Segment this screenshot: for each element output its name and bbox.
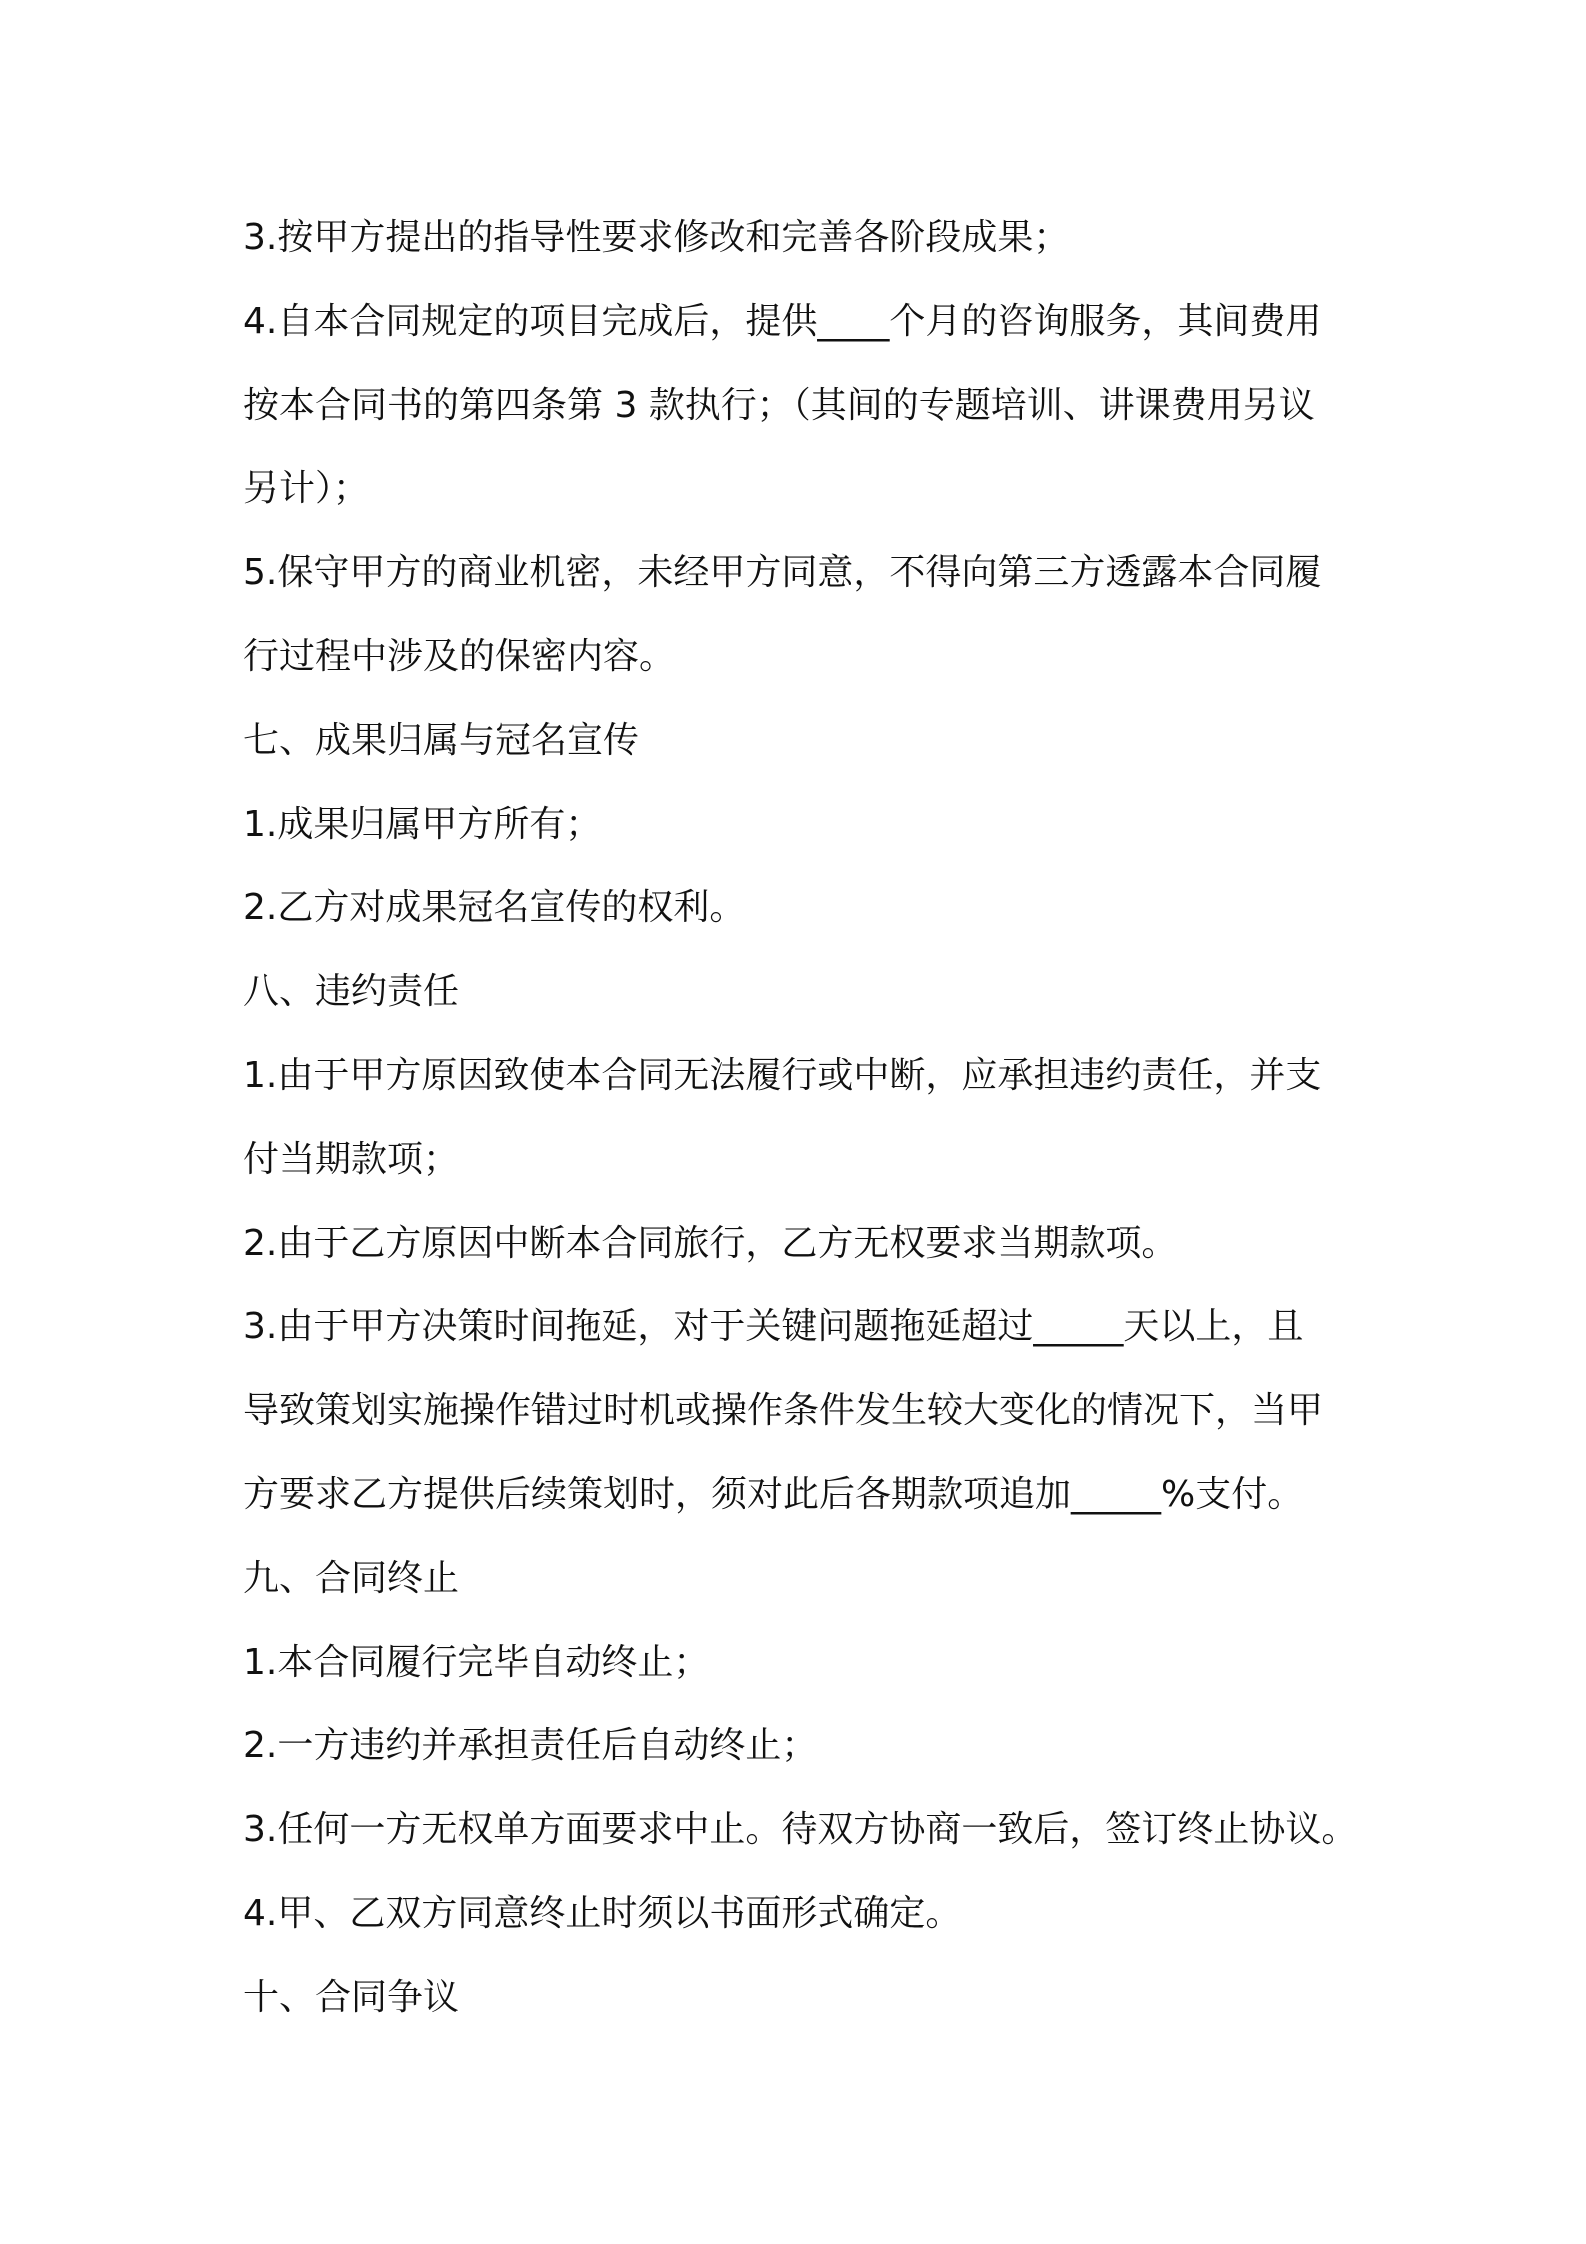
section-heading-10 — [243, 1956, 1353, 2040]
paragraph-8-2 — [243, 1202, 1353, 1286]
section-heading-8 — [243, 950, 1353, 1034]
section-heading-9 — [243, 1537, 1353, 1621]
text-line: 方要求乙方提供后续策划时，须对此后各期款项追加_____%支付。 — [243, 1473, 1304, 1515]
text-line: 1.由于甲方原因致使本合同无法履行或中断，应承担违约责任，并支 — [243, 1054, 1322, 1096]
paragraph-7-1 — [243, 783, 1353, 867]
text-line: 按本合同书的第四条第 3 款执行；（其间的专题培训、讲课费用另议 — [243, 384, 1315, 426]
paragraph-9-3 — [243, 1788, 1358, 1872]
text-line: 付当期款项； — [243, 1138, 460, 1180]
text-line: 2.乙方对成果冠名宣传的权利。 — [243, 887, 746, 929]
text-line: 3.按甲方提出的指导性要求修改和完善各阶段成果； — [243, 217, 1070, 258]
text-line: 行过程中涉及的保密内容。 — [243, 635, 676, 677]
section-heading-7 — [243, 699, 1353, 783]
text-line: 3.由于甲方决策时间拖延，对于关键问题拖延超过_____天以上，且 — [243, 1306, 1304, 1348]
paragraph-clause-4-consulting — [243, 280, 1353, 531]
text-line: 七、成果归属与冠名宣传 — [243, 719, 640, 761]
paragraph-8-1 — [243, 1034, 1353, 1202]
text-line: 九、合同终止 — [243, 1557, 460, 1599]
text-line: 1.成果归属甲方所有； — [243, 803, 602, 845]
text-line: 八、违约责任 — [243, 971, 460, 1013]
text-line: 2.由于乙方原因中断本合同旅行，乙方无权要求当期款项。 — [243, 1222, 1178, 1264]
text-line: 4.甲、乙双方同意终止时须以书面形式确定。 — [243, 1892, 962, 1934]
paragraph-9-1 — [243, 1621, 1353, 1705]
paragraph-9-4 — [243, 1872, 1353, 1956]
text-line: 5.保守甲方的商业机密，未经甲方同意，不得向第三方透露本合同履 — [243, 552, 1322, 594]
text-line: 另计）； — [243, 468, 370, 510]
text-line: 导致策划实施操作错过时机或操作条件发生较大变化的情况下，当甲 — [243, 1390, 1324, 1432]
paragraph-clause-3-revise — [243, 196, 1353, 280]
paragraph-7-2 — [243, 866, 1353, 950]
text-line: 十、合同争议 — [243, 1976, 460, 2018]
text-line: 4.自本合同规定的项目完成后，提供____个月的咨询服务，其间费用 — [243, 300, 1322, 342]
document-body — [243, 196, 1358, 2040]
paragraph-8-3 — [243, 1285, 1353, 1536]
text-line: 3.任何一方无权单方面要求中止。待双方协商一致后，签订终止协议。 — [243, 1809, 1358, 1851]
paragraph-clause-5-confidentiality — [243, 531, 1353, 699]
paragraph-9-2 — [243, 1704, 1353, 1788]
text-line: 2.一方违约并承担责任后自动终止； — [243, 1725, 818, 1767]
text-line: 1.本合同履行完毕自动终止； — [243, 1641, 710, 1683]
